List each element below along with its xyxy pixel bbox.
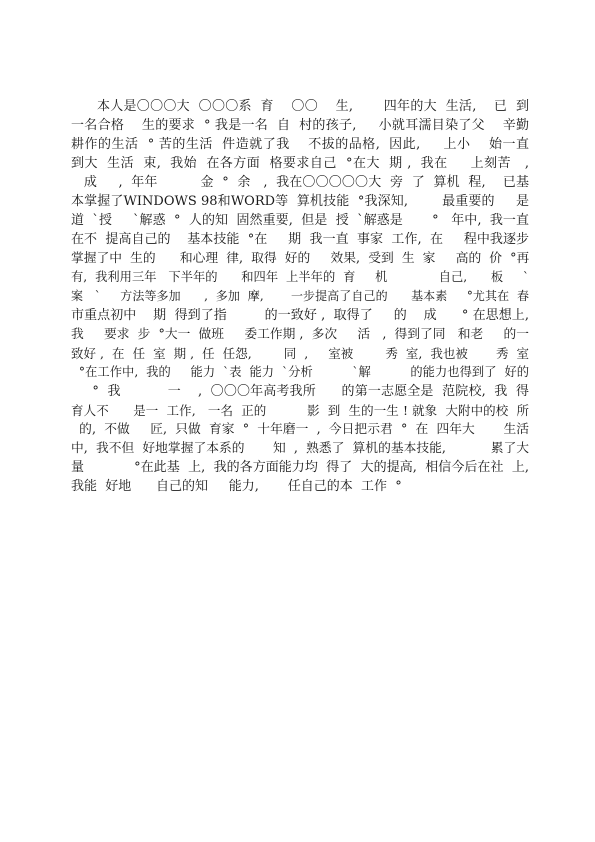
paragraph-line: 道 `授 `解惑 ° 人的知 固然重要, 但是 授 `解惑是 ° 年中, 我一直 — [71, 213, 529, 228]
paragraph-line: 本人是〇〇〇大 〇〇〇系 育 〇〇 生, 四年的大 生活, 已 到 — [97, 99, 529, 114]
paragraph-line: 中, 我不但 好地掌握了本系的 知 , 熟悉了 算机的基本技能, 累了大 — [71, 441, 529, 456]
paragraph-line: 我能 好地 自己的知 能力, 任自己的本 工作 ° — [71, 479, 402, 494]
paragraph-line: 案 ` 方法等多加 , 多加 摩, 一步提高了自己的 基本素 °尤其在 春 — [71, 289, 529, 303]
self-assessment-paragraph — [71, 97, 529, 496]
paragraph-line: 耕作的生活 ° 苦的生活 件造就了我 不拔的品格, 因此, 上小 始一直 — [71, 137, 529, 152]
paragraph-line: 致好 , 在 任 室 期 , 任 任怨, 同 , 室被 秀 室, 我也被 秀 室 — [71, 346, 529, 361]
paragraph-line: ° 我 一 , 〇〇〇年高考我所 的第一志愿全是 范院校, 我 得 — [71, 384, 529, 399]
paragraph-line: 量 °在此基 上, 我的各方面能力均 得了 大的提高, 相信今后在社 上, — [71, 460, 529, 475]
paragraph-line: 在不 提高自己的 基本技能 °在 期 我一直 事家 工作, 在 程中我逐步 — [71, 232, 529, 247]
paragraph-line: 本掌握了WINDOWS 98和WORD等 算机技能 °我深知, 最重要的 是 — [71, 194, 529, 209]
paragraph-line: 到大 生活 束, 我始 在各方面 格要求自己 °在大 期 , 我在 上刻苦 , — [71, 156, 529, 171]
paragraph-line: 一名合格 生的要求 ° 我是一名 自 村的孩子, 小就耳濡目染了父 辛勤 — [71, 118, 529, 133]
paragraph-line: 的, 不做 匠, 只做 育家 ° 十年磨一 , 今日把示君 ° 在 四年大 生活 — [71, 422, 529, 437]
paragraph-line: 我 要求 步 °大一 做班 委工作期 , 多次 活 , 得到了同 和老 的一 — [71, 327, 529, 342]
paragraph-line: °在工作中, 我的 能力 `表 能力 `分析 `解 的能力也得到了 好的 — [71, 365, 529, 379]
paragraph-line: 掌握了中 生的 和心理 律, 取得 好的 效果, 受到 生 家 高的 价 °再 — [71, 251, 529, 266]
paragraph-line: 市重点初中 期 得到了指 的一致好 , 取得了 的 成 ° 在思想上, — [71, 308, 529, 323]
paragraph-line: 成 , 年年 金 ° 余 , 我在〇〇〇〇〇大 旁 了 算机 程, 已基 — [71, 175, 529, 190]
paragraph-line: 有, 我利用三年 下半年的 和四年 上半年的 育 机 自己, 板 ` — [71, 270, 529, 284]
paragraph-line: 育人不 是一 工作, 一名 正的 影 到 生的一生 ! 就象 大附中的校 所 — [71, 403, 529, 418]
